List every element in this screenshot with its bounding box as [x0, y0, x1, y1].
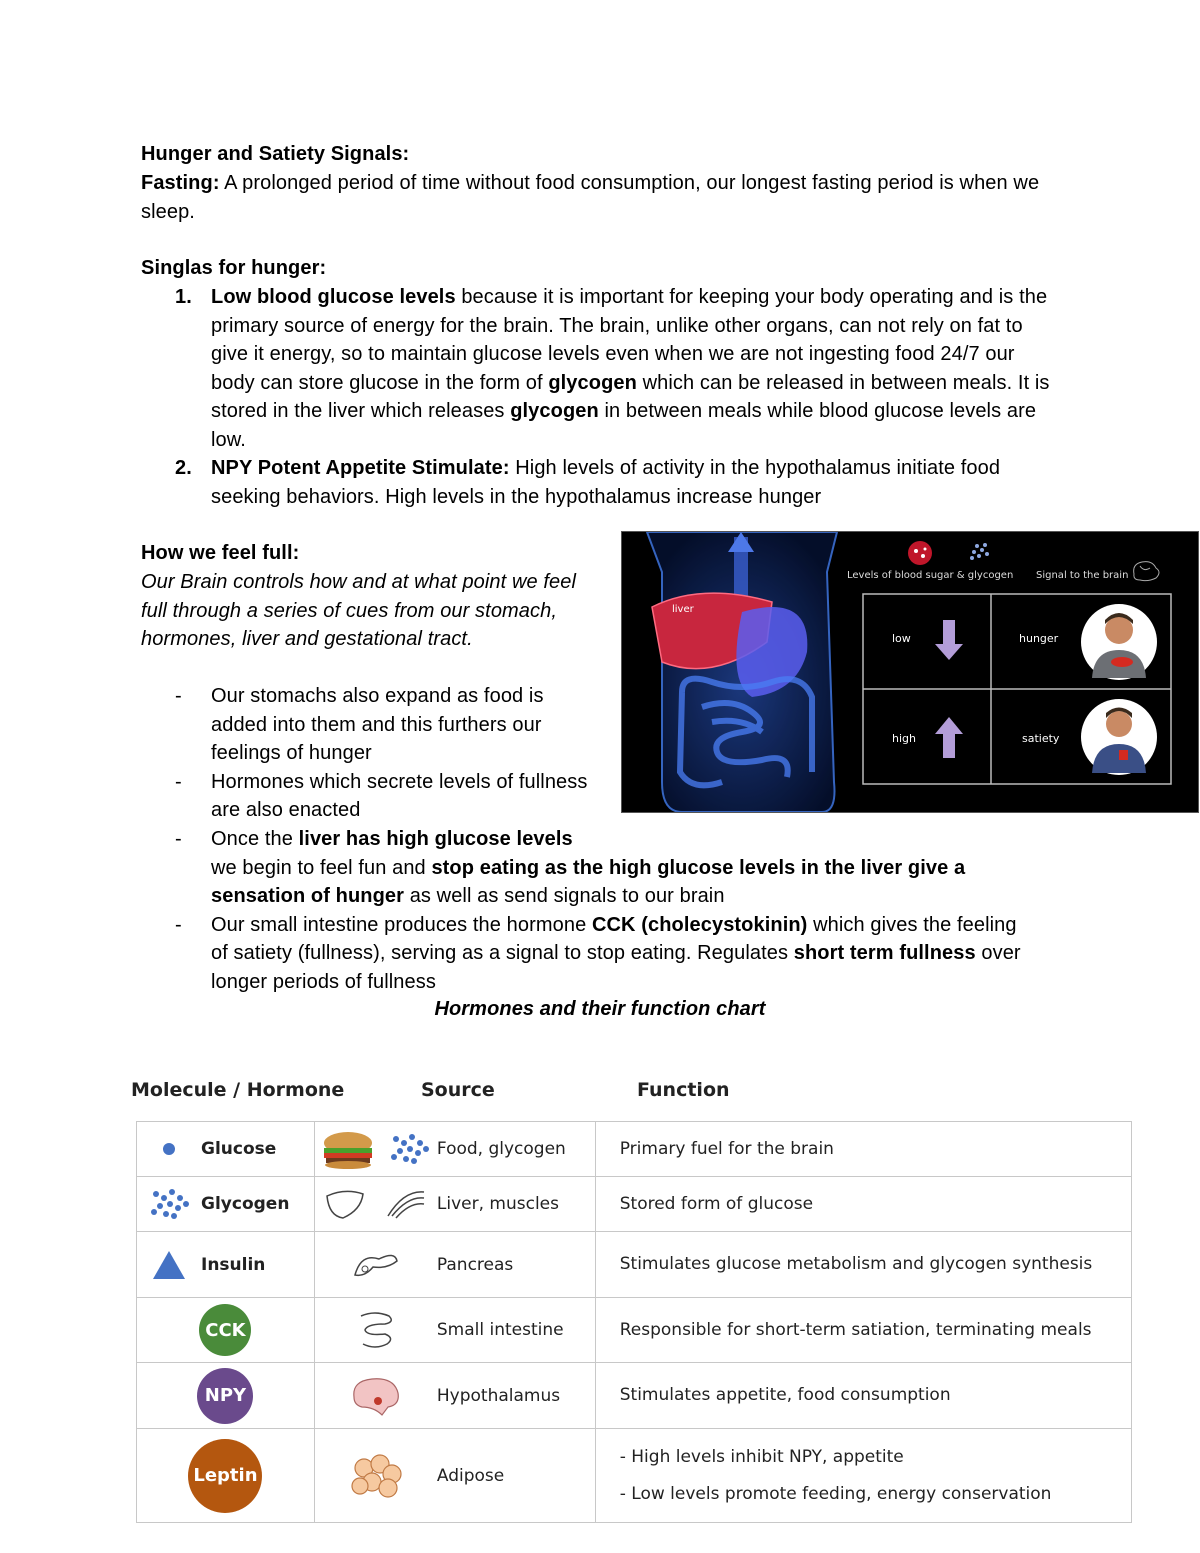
- list-item: - Our stomachs also expand as food is added into them and this furthers our feelings of hunger: [175, 685, 544, 764]
- muscle-icon: [384, 1186, 428, 1222]
- glycogen-cluster-icon: [386, 1129, 432, 1169]
- list-item: [175, 283, 1061, 454]
- burger-icon: [320, 1129, 376, 1169]
- list-number: 1.: [175, 286, 192, 308]
- glycogen-icon: [970, 543, 989, 560]
- source-text: Pancreas: [436, 1254, 514, 1275]
- function-text: Primary fuel for the brain: [619, 1138, 834, 1159]
- list-item: - Our small intestine produces the hormone CCK (cholecystokinin) which gives the feeling of satiety (fullness), serving as a signal to stop eating. Regulates short term fullness over longer periods of fullness: [175, 913, 1021, 993]
- list-item-bold: CCK (cholecystokinin): [591, 913, 808, 936]
- table-row: [137, 1429, 1132, 1523]
- leptin-badge: Leptin: [188, 1439, 262, 1513]
- triangle-icon: [151, 1249, 187, 1281]
- small-intestine-icon: [355, 1308, 397, 1352]
- fasting-paragraph: [141, 169, 1041, 226]
- full-intro: Our Brain controls how and at what point we feel full through a series of cues from our stomach, hormones, liver and gestational tract.: [141, 571, 577, 650]
- source-text: Adipose: [436, 1465, 505, 1486]
- function-text: Stimulates appetite, food consumption: [619, 1385, 951, 1405]
- organ-label: liver: [672, 604, 694, 615]
- function-text: Stimulates glucose metabolism and glycogen synthesis: [619, 1254, 1093, 1274]
- list-item-text: Our stomachs also expand as food is added into them and this furthers our feelings of hunger: [211, 685, 544, 764]
- full-bullets-short: [175, 682, 591, 825]
- digestion-figure: [621, 531, 1199, 813]
- adipose-icon: [348, 1452, 404, 1500]
- table-row: [137, 1298, 1132, 1363]
- list-item-bold: short term fullness: [793, 942, 976, 964]
- list-item-text: which can be released in between meals. It is stored in the liver which releases: [211, 371, 1050, 422]
- npy-badge: NPY: [197, 1368, 253, 1424]
- function-text: - Low levels promote feeding, energy conservation: [619, 1483, 1052, 1504]
- source-text: Liver, muscles: [436, 1194, 559, 1214]
- list-item-text: Our small intestine produces the hormone: [211, 913, 592, 936]
- signal-hunger: hunger: [1019, 632, 1059, 645]
- signal-satiety: satiety: [1022, 732, 1060, 745]
- list-item-text: in between meals while blood glucose levels are low.: [211, 400, 1037, 451]
- list-item: [175, 454, 1061, 511]
- source-text: Small intestine: [436, 1320, 564, 1340]
- up-arrow-icon: [935, 717, 963, 758]
- page-title: Hunger and Satiety Signals:: [141, 143, 410, 165]
- list-item-text: as well as send signals to our brain: [404, 885, 725, 907]
- full-bullets-long: [175, 825, 1031, 996]
- function-text: - High levels inhibit NPY, appetite: [619, 1446, 904, 1467]
- full-heading: How we feel full:: [141, 542, 300, 564]
- function-text: Responsible for short-term satiation, terminating meals: [619, 1319, 1092, 1340]
- liver-icon: [323, 1186, 367, 1222]
- list-item-text: Once the: [211, 828, 299, 850]
- down-arrow-icon: [935, 620, 963, 660]
- pancreas-icon: [351, 1247, 401, 1283]
- col2-header: Signal to the brain: [1036, 570, 1129, 581]
- hunger-signals-list: [175, 283, 1061, 511]
- molecule-name: Insulin: [201, 1254, 266, 1275]
- molecule-name: Glycogen: [201, 1194, 290, 1214]
- chart-title: Hormones and their function chart: [434, 998, 766, 1020]
- list-item-text: over longer periods of fullness: [211, 942, 1021, 993]
- list-item: - Once the liver has high glucose levels we begin to feel fun and stop eating as the high glucose levels in the liver give a sensation of hunger as well as send signals to our brain: [175, 828, 966, 907]
- blood-sugar-icon: [908, 541, 932, 565]
- list-item-bold: liver has high glucose levels: [298, 828, 573, 850]
- table-header-function: Function: [637, 1079, 730, 1101]
- col1-header: Levels of blood sugar & glycogen: [847, 570, 1014, 581]
- molecule-name: Glucose: [201, 1139, 277, 1159]
- digestive-system-illustration: [622, 532, 1198, 812]
- brain-icon: [348, 1373, 404, 1419]
- function-text: Stored form of glucose: [619, 1193, 814, 1214]
- satiated-person-avatar: [1081, 699, 1157, 775]
- source-text: Hypothalamus: [436, 1385, 561, 1406]
- level-high: high: [892, 732, 916, 745]
- brain-icon: [1134, 562, 1159, 581]
- list-number: 2.: [175, 457, 192, 479]
- table-header-source: Source: [421, 1079, 495, 1101]
- list-item-bold: NPY Potent Appetite Stimulate:: [211, 457, 510, 479]
- hunger-signals-heading: Singlas for hunger:: [141, 257, 327, 279]
- list-item-text: we begin to feel fun and: [211, 856, 432, 879]
- table-row: [137, 1363, 1132, 1429]
- list-item: - Hormones which secrete levels of fullness are also enacted: [175, 770, 588, 821]
- list-item-bold: Low blood glucose levels: [211, 286, 456, 308]
- list-item-bold: stop eating as the high glucose levels in the liver give a sensation of hunger: [211, 856, 966, 907]
- table-header-molecule: Molecule / Hormone: [131, 1079, 345, 1101]
- hungry-person-avatar: [1081, 604, 1157, 680]
- table-row: [137, 1177, 1132, 1232]
- level-low: low: [892, 632, 911, 645]
- table-row: [137, 1122, 1132, 1177]
- list-item-bold: glycogen: [548, 371, 637, 394]
- hormone-table: [136, 1121, 1132, 1523]
- glycogen-icon: [146, 1184, 192, 1224]
- list-item-text: because it is important for keeping your body operating and is the primary source of energy for the brain. The brain, unlike other organs, can not rely on fat to give it energy, so to maintain glucose levels even when we are not ingesting food 24/7 our body can store glucose in the form of: [211, 286, 1048, 394]
- table-row: [137, 1232, 1132, 1298]
- source-text: Food, glycogen: [436, 1139, 566, 1159]
- list-item-text: which gives the feeling of satiety (fullness), serving as a signal to stop eating. Regulates: [211, 913, 1017, 964]
- glucose-dot-icon: [161, 1141, 177, 1157]
- list-item-bold: glycogen: [510, 400, 599, 422]
- list-item-text: Hormones which secrete levels of fullness are also enacted: [211, 770, 588, 821]
- fasting-label: Fasting:: [141, 172, 220, 194]
- list-item-text: High levels of activity in the hypothalamus initiate food seeking behaviors. High levels in the hypothalamus increase hunger: [211, 457, 1001, 508]
- cck-badge: CCK: [199, 1304, 251, 1356]
- fasting-text: A prolonged period of time without food consumption, our longest fasting period is when we sleep.: [141, 172, 1040, 223]
